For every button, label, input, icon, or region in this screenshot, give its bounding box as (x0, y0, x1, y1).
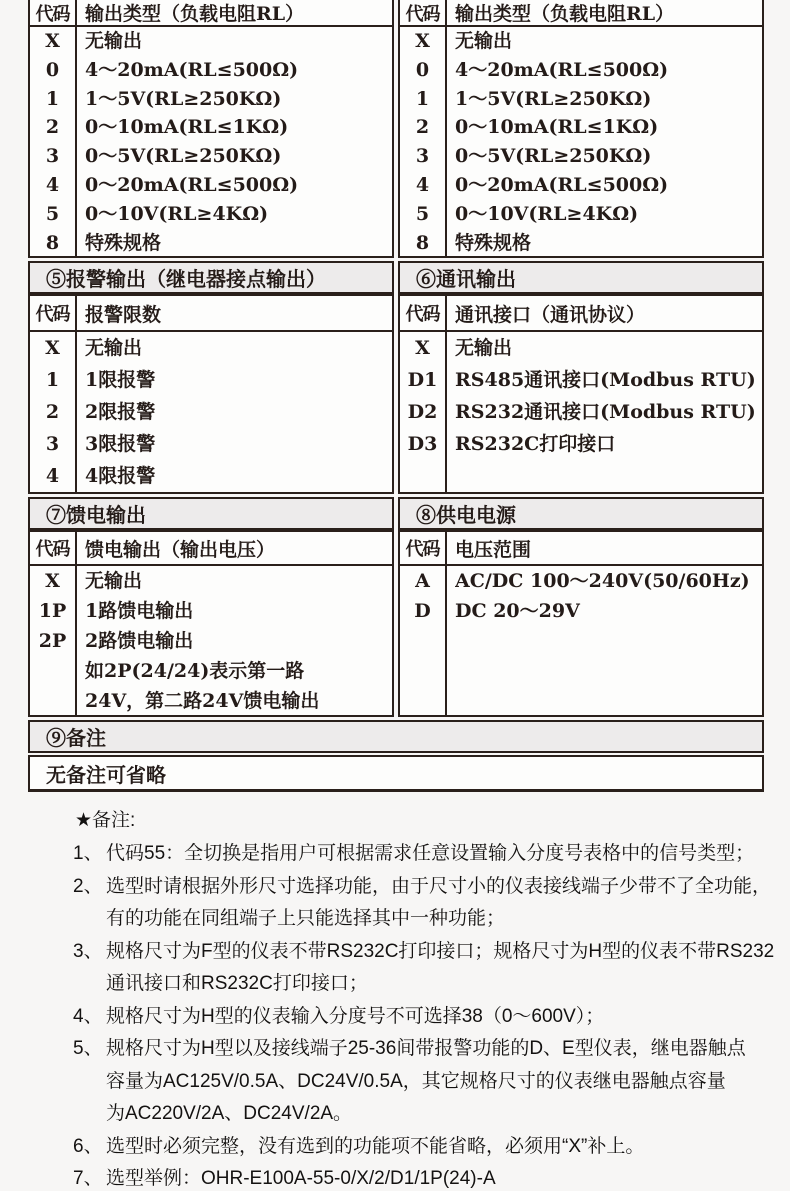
section9-title: ⑨备注 (46, 726, 106, 750)
desc-cell: 4限报警 (85, 465, 156, 487)
desc-column (447, 27, 762, 256)
note-item (73, 1001, 764, 1034)
note-text (106, 1131, 764, 1164)
table-header-row (400, 532, 762, 566)
code-cell: 4 (415, 173, 430, 196)
desc-cell: 0～10V(RL≥4KΩ) (455, 202, 639, 225)
code-cell: 1 (45, 87, 60, 110)
desc-column (77, 332, 392, 492)
code-cell: X (415, 30, 430, 52)
desc-cell: 3限报警 (85, 433, 156, 455)
code-cell: A (415, 570, 430, 592)
output-type-right-column (398, 0, 764, 258)
code-column (30, 332, 77, 492)
code-cell: 8 (415, 231, 430, 254)
band-row-7-8 (28, 494, 764, 530)
code-cell: X (45, 570, 60, 592)
desc-column (447, 332, 762, 492)
note-text-line: 有的功能在同组端子上只能选择其中一种功能； (106, 908, 506, 929)
output-type-table-right (398, 0, 764, 258)
note-number: 6、 (73, 1135, 103, 1157)
code-cell: 0 (415, 58, 430, 81)
table-header-row (30, 532, 392, 566)
section7-title: ⑦馈电输出 (46, 503, 146, 527)
desc-header-cell: 通讯接口（通讯协议） (455, 303, 646, 326)
desc-cell: 无输出 (85, 30, 143, 52)
desc-header-cell: 馈电输出（输出电压） (85, 538, 276, 561)
note-text-line: 通讯接口和RS232C打印接口； (106, 973, 368, 994)
code-column (400, 27, 447, 256)
code-column (30, 27, 77, 256)
code-header-cell: 代码 (400, 296, 447, 330)
note-text (106, 1033, 764, 1131)
code-cell: X (45, 337, 60, 359)
output-type-table-left (28, 0, 394, 258)
desc-cell: RS232通讯接口(Modbus RTU) (455, 401, 756, 423)
desc-cell: 0～20mA(RL≤500Ω) (85, 173, 299, 196)
code-cell: D1 (407, 369, 438, 391)
desc-cell: RS232C打印接口 (455, 433, 616, 455)
code-cell: 2 (45, 401, 60, 423)
code-cell: 2 (415, 116, 430, 139)
desc-cell: 0～20mA(RL≤500Ω) (455, 173, 669, 196)
desc-cell: 4～20mA(RL≤500Ω) (455, 58, 669, 81)
code-header-cell: 代码 (400, 0, 447, 25)
code-cell: X (415, 337, 430, 359)
code-cell (30, 686, 75, 716)
note-number: 1、 (73, 843, 103, 864)
desc-header-cell: 输出类型（负载电阻RL） (85, 3, 305, 25)
desc-cell: 如2P(24/24)表示第一路 (85, 660, 305, 682)
communication-output-table (398, 294, 764, 494)
note-text-line: 选型时必须完整，没有选到的功能项不能省略，必须用“X”补上。 (106, 1135, 645, 1157)
desc-cell: 2路馈电输出 (85, 630, 194, 652)
note-text (106, 936, 774, 1001)
table-body (30, 332, 392, 492)
note-text (106, 1001, 764, 1034)
note-text (106, 871, 771, 936)
desc-cell: 特殊规格 (85, 231, 162, 254)
code-cell: 3 (45, 145, 60, 168)
note-text-line: 规格尺寸为F型的仪表不带RS232C打印接口；规格尺寸为H型的仪表不带RS232 (106, 940, 775, 962)
note-text (106, 1163, 764, 1191)
code-cell: 1 (415, 87, 430, 110)
code-cell: 5 (415, 202, 430, 225)
notes-section (73, 804, 775, 1191)
output-type-left-column (28, 0, 394, 258)
code-cell (30, 656, 75, 686)
section7-header-band (28, 497, 394, 530)
code-cell: 1 (45, 369, 60, 391)
note-number: 4、 (73, 1005, 103, 1027)
section8-title: ⑧供电电源 (416, 503, 516, 527)
note-item (73, 1131, 764, 1164)
code-cell: 2P (38, 630, 67, 652)
band-row-5-6 (28, 258, 764, 294)
desc-cell: 特殊规格 (455, 231, 532, 254)
desc-column (77, 27, 392, 256)
code-cell: 4 (45, 465, 60, 487)
document-content (28, 0, 775, 1191)
desc-column (77, 566, 392, 715)
note-text-line: 规格尺寸为H型以及接线端子25-36间带报警功能的D、E型仪表，继电器触点 (106, 1038, 746, 1059)
table-body (400, 27, 762, 256)
desc-column (447, 566, 762, 715)
desc-cell: 1～5V(RL≥250KΩ) (455, 87, 652, 110)
code-header-cell: 代码 (30, 0, 77, 25)
desc-cell: 0～5V(RL≥250KΩ) (85, 145, 282, 168)
desc-cell: DC 20～29V (455, 600, 580, 622)
note-number: 2、 (73, 875, 103, 897)
section6-title: ⑥通讯输出 (416, 267, 516, 291)
code-column (30, 566, 77, 715)
section9-remark-row (28, 755, 764, 792)
desc-cell: AC/DC 100～240V(50/60Hz) (455, 570, 750, 592)
note-item (73, 1163, 764, 1191)
table-row-5-6 (28, 294, 764, 494)
desc-header-cell: 报警限数 (85, 303, 162, 326)
table-header-row (30, 296, 392, 332)
note-item (73, 871, 772, 936)
code-cell: 0 (45, 58, 60, 81)
desc-cell: 0～10V(RL≥4KΩ) (85, 202, 269, 225)
desc-cell: 0～10mA(RL≤1KΩ) (85, 116, 289, 139)
desc-cell: 1路馈电输出 (85, 600, 194, 622)
desc-cell: 24V，第二路24V馈电输出 (85, 690, 320, 712)
code-column (400, 332, 447, 492)
code-header-cell: 代码 (30, 296, 77, 330)
table-body (30, 566, 392, 715)
note-number: 7、 (73, 1168, 103, 1189)
desc-cell: 1～5V(RL≥250KΩ) (85, 87, 282, 110)
code-cell: 8 (45, 231, 60, 254)
table-header-row (400, 296, 762, 332)
desc-cell: 无输出 (85, 337, 143, 359)
code-cell: D2 (407, 401, 438, 423)
note-number: 5、 (73, 1038, 103, 1059)
section8-header-band (398, 497, 764, 530)
desc-cell: 1限报警 (85, 369, 156, 391)
table-header-row (400, 0, 762, 27)
table-row-7-8 (28, 530, 764, 717)
code-cell: D (414, 600, 431, 622)
note-item (73, 838, 764, 871)
code-cell: 1P (38, 600, 67, 622)
code-cell: X (45, 30, 60, 52)
table-body (400, 566, 762, 715)
section5-title: ⑤报警输出（继电器接点输出） (46, 267, 326, 291)
note-text-line: 容量为AC125V/0.5A、DC24V/0.5A，其它规格尺寸的仪表继电器触点容量 (106, 1070, 726, 1092)
desc-header-cell: 输出类型（负载电阻RL） (455, 3, 675, 25)
table-header-row (30, 0, 392, 27)
code-cell: 2 (45, 116, 60, 139)
note-item (73, 936, 775, 1001)
table-body (400, 332, 762, 492)
note-text-line: 为AC220V/2A、DC24V/2A。 (106, 1103, 353, 1124)
feed-output-table (28, 530, 394, 717)
section9-remark-text: 无备注可省略 (46, 762, 166, 787)
note-text (106, 838, 764, 871)
code-cell: 3 (415, 145, 430, 168)
section6-header-band (398, 261, 764, 294)
notes-title: ★备注: (75, 810, 136, 831)
desc-cell: 无输出 (455, 30, 513, 52)
desc-cell: 无输出 (85, 570, 143, 592)
desc-cell: RS485通讯接口(Modbus RTU) (455, 369, 756, 391)
note-text-line: 选型时请根据外形尺寸选择功能，由于尺寸小的仪表接线端子少带不了全功能， (106, 875, 772, 897)
desc-cell: 4～20mA(RL≤500Ω) (85, 58, 299, 81)
note-text-line: 选型举例：OHR-E100A-55-0/X/2/D1/1P(24)-A (106, 1168, 496, 1189)
power-supply-table (398, 530, 764, 717)
output-type-table-row (28, 0, 764, 258)
code-cell: D3 (407, 433, 438, 455)
desc-cell: 0～5V(RL≥250KΩ) (455, 145, 652, 168)
code-cell: 4 (45, 173, 60, 196)
section9-header-band (28, 720, 764, 753)
code-header-cell: 代码 (30, 532, 77, 564)
note-number: 3、 (73, 940, 103, 962)
desc-cell: 2限报警 (85, 401, 156, 423)
note-item (73, 1033, 764, 1131)
alarm-output-table (28, 294, 394, 494)
desc-cell: 无输出 (455, 337, 513, 359)
code-cell: 3 (45, 433, 60, 455)
note-text-line: 代码55：全切换是指用户可根据需求任意设置输入分度号表格中的信号类型； (106, 843, 755, 864)
code-column (400, 566, 447, 715)
code-header-cell: 代码 (400, 532, 447, 564)
note-text-line: 规格尺寸为H型的仪表输入分度号不可选择38（0～600V）； (106, 1005, 605, 1027)
code-cell: 5 (45, 202, 60, 225)
section5-header-band (28, 261, 394, 294)
desc-cell: 0～10mA(RL≤1KΩ) (455, 116, 659, 139)
table-body (30, 27, 392, 256)
desc-header-cell: 电压范围 (455, 538, 532, 561)
notes-list (73, 838, 775, 1191)
